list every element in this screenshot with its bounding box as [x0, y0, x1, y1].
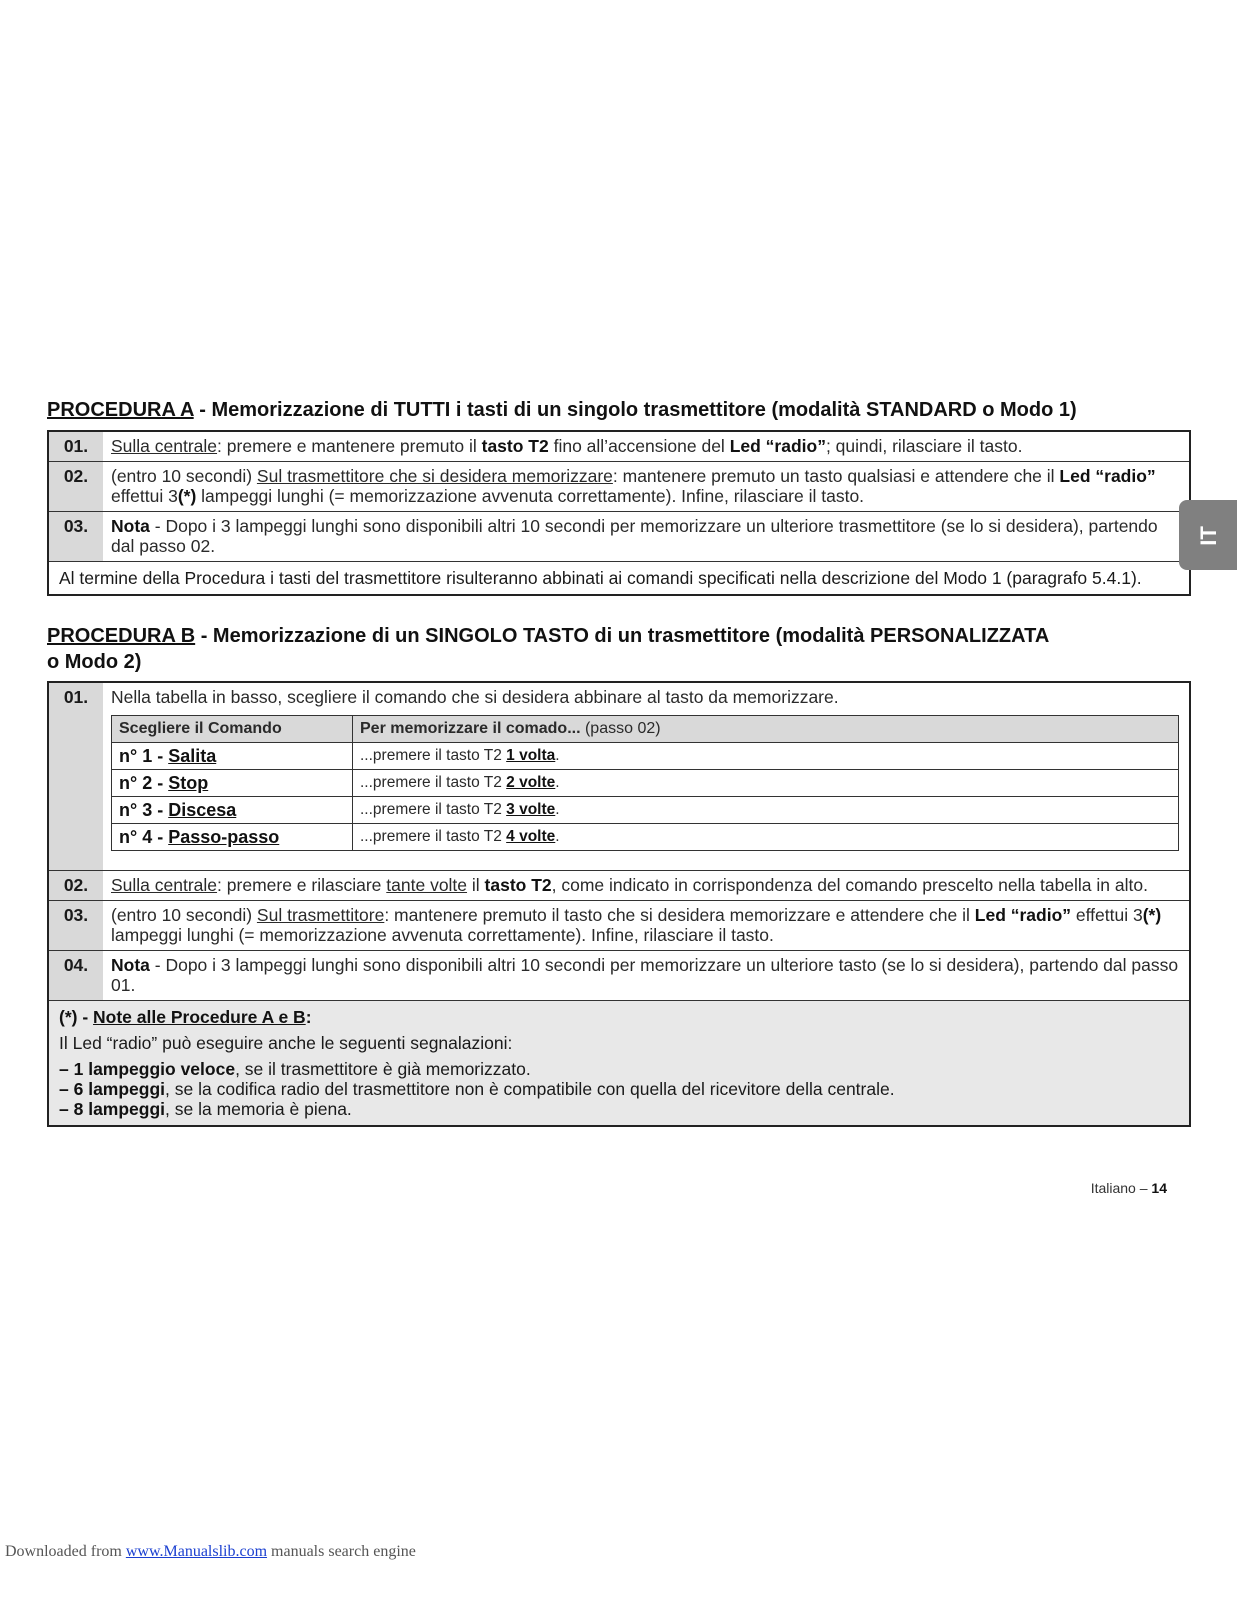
step-number: 02.: [48, 871, 103, 901]
action-cell: ...premere il tasto T2 2 volte.: [353, 770, 1179, 797]
table-row: [48, 871, 1190, 901]
table-row: [112, 824, 1179, 851]
procedure-a-label: PROCEDURA A: [47, 399, 194, 421]
notes-intro: Il Led “radio” può eseguire anche le seguenti segnalazioni:: [59, 1033, 513, 1053]
table-row: [48, 951, 1190, 1001]
command-cell: n° 1 - Salita: [112, 743, 353, 770]
notes-title: (*) - Note alle Procedure A e B:: [59, 1007, 312, 1027]
procedure-a-footer-note: Al termine della Procedura i tasti del trasmettitore risulteranno abbinati ai comandi specificati nella descrizione del Modo 1 (paragrafo 5.4.1).: [48, 562, 1190, 596]
action-cell: ...premere il tasto T2 4 volte.: [353, 824, 1179, 851]
list-item: – 6 lampeggi, se la codifica radio del trasmettitore non è compatibile con quella del ricevitore della centrale.: [59, 1079, 895, 1099]
step-text: Nota - Dopo i 3 lampeggi lunghi sono disponibili altri 10 secondi per memorizzare un ulteriore tasto (se lo si desidera), partendo dal passo 01.: [103, 951, 1190, 1001]
command-cell: n° 3 - Discesa: [112, 797, 353, 824]
step-number: 03.: [48, 512, 103, 562]
step-text: Sulla centrale: premere e mantenere premuto il tasto T2 fino all’accensione del Led “radio”; quindi, rilasciare il tasto.: [103, 431, 1190, 462]
step-text: Nota - Dopo i 3 lampeggi lunghi sono disponibili altri 10 secondi per memorizzare un ulteriore trasmettitore (se lo si desidera), partendo dal passo 02.: [103, 512, 1190, 562]
step-number: 01.: [48, 682, 103, 871]
list-item: – 8 lampeggi, se la memoria è piena.: [59, 1099, 352, 1119]
action-cell: ...premere il tasto T2 3 volte.: [353, 797, 1179, 824]
table-row: [112, 797, 1179, 824]
list-item: – 1 lampeggio veloce, se il trasmettitore è già memorizzato.: [59, 1059, 531, 1079]
step-number: 02.: [48, 462, 103, 512]
step-text: (entro 10 secondi) Sul trasmettitore che si desidera memorizzare: mantenere premuto un tasto qualsiasi e attendere che il Led “radio” effettui 3(*) lampeggi lunghi (= memorizzazione avvenuta correttamente). Infine, rilasciare il tasto.: [103, 462, 1190, 512]
procedure-b-table: [47, 681, 1191, 1127]
command-cell: n° 4 - Passo-passo: [112, 824, 353, 851]
step-text: Sulla centrale: premere e rilasciare tante volte il tasto T2, come indicato in corrispondenza del comando prescelto nella tabella in alto.: [103, 871, 1190, 901]
language-tab: IT: [1179, 500, 1237, 570]
manualslib-link[interactable]: www.Manualslib.com: [125, 1543, 268, 1560]
step-text: (entro 10 secondi) Sul trasmettitore: mantenere premuto il tasto che si desidera memorizzare e attendere che il Led “radio” effettui 3(*) lampeggi lunghi (= memorizzazione avvenuta correttamente). Infine, rilasciare il tasto.: [103, 901, 1190, 951]
action-cell: ...premere il tasto T2 1 volta.: [353, 743, 1179, 770]
download-banner: Downloaded from www.Manualslib.com manuals search engine: [5, 1543, 416, 1560]
page-footer: Italiano – 14: [1090, 1180, 1167, 1196]
notes-box: [48, 1001, 1190, 1127]
page-number: 14: [1151, 1180, 1167, 1196]
table-row: [48, 512, 1190, 562]
table-row: [112, 716, 1179, 743]
command-cell: n° 2 - Stop: [112, 770, 353, 797]
step-number: 03.: [48, 901, 103, 951]
column-header: Scegliere il Comando: [112, 716, 353, 743]
procedure-b-label: PROCEDURA B: [47, 625, 196, 647]
procedure-a-title: PROCEDURA A - Memorizzazione di TUTTI i tasti di un singolo trasmettitore (modalità STANDARD o Modo 1): [47, 399, 1077, 421]
table-row: [48, 462, 1190, 512]
step-text: Nella tabella in basso, scegliere il comando che si desidera abbinare al tasto da memorizzare. Scegliere il Comando Per memorizzare il comado... (passo 02) n° 1 - Salita ...premere il tasto T2 1 volta. n° 2 - Stop ...premere il tasto T2 2 volte. n° 3 - Discesa ...premere il tasto T2 3 volte. n° 4 - Passo-passo ...premere il tasto T2 4 volte.: [103, 682, 1190, 871]
table-row: [48, 1001, 1190, 1127]
table-row: [48, 682, 1190, 871]
procedure-a-table: [47, 430, 1191, 596]
procedure-b-title: PROCEDURA B - Memorizzazione di un SINGOLO TASTO di un trasmettitore (modalità PERSONALIZZATA o Modo 2): [47, 625, 1050, 673]
command-table: [111, 715, 1179, 851]
table-row: [48, 901, 1190, 951]
column-header: Per memorizzare il comado... (passo 02): [353, 716, 1179, 743]
step-number: 01.: [48, 431, 103, 462]
table-row: [112, 770, 1179, 797]
table-row: [112, 743, 1179, 770]
step-number: 04.: [48, 951, 103, 1001]
table-row: [48, 431, 1190, 462]
table-row: [48, 562, 1190, 596]
